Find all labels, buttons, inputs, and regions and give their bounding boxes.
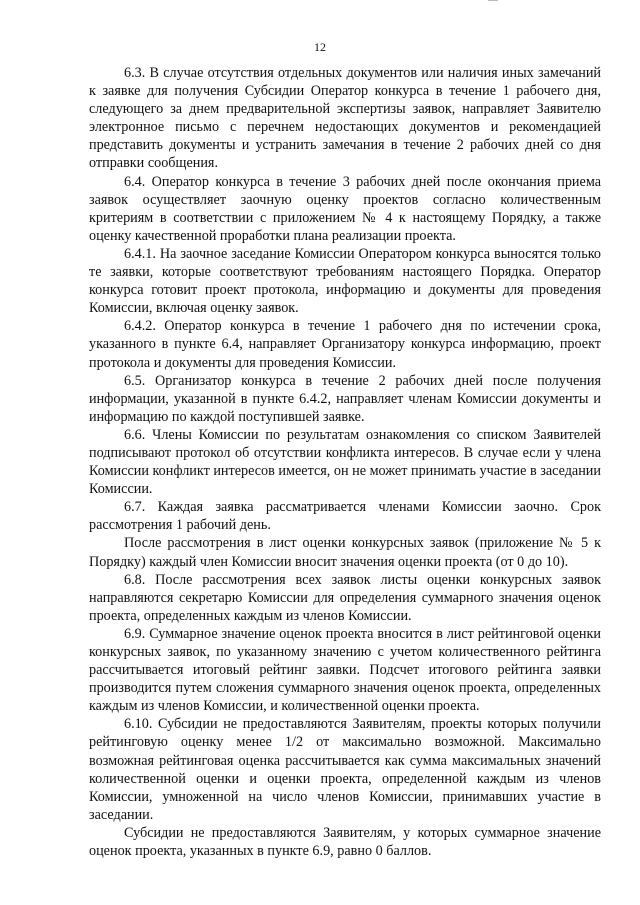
paragraph-6-5: 6.5. Организатор конкурса в течение 2 рабочих дней после получения информации, указанной в пункте 6.4.2, направляет членам Комиссии документы и информацию по каждой поступившей заявке. [89,372,601,425]
paragraph-zero-score: Субсидии не предоставляются Заявителям, у которых суммарное значение оценок проекта, указанных в пункте 6.9, равно 0 баллов. [89,824,601,860]
paragraph-6-6: 6.6. Члены Комиссии по результатам ознакомления со списком Заявителей подписывают протокол об отсутствии конфликта интересов. В случае если у члена Комиссии конфликт интересов имеется, он не может принимать участие в заседании Комиссии. [89,426,601,498]
page-number: 12 [314,40,326,54]
paragraph-6-4: 6.4. Оператор конкурса в течение 3 рабочих дней после окончания приема заявок осуществляет заочную оценку проектов согласно количественным критериям в соответствии с приложением № 4 к настоящему Порядку, а также оценку качественной проработки плана реализации проекта. [89,173,601,244]
paragraph-6-4-2: 6.4.2. Оператор конкурса в течение 1 рабочего дня по истечении срока, указанного в пункте 6.4, направляет Организатору конкурса информацию, проект протокола и документы для проведения Комиссии. [89,318,601,371]
document-body [89,64,601,860]
paragraph-6-3: 6.3. В случае отсутствия отдельных документов или наличия иных замечаний к заявке для получения Субсидии Оператор конкурса в течение 1 рабочего дня, следующего за днем предварительной экспертизы заявок, направляет Заявителю электронное письмо с перечнем недостающих документов и рекомендацией представить документы и устранить замечания в течение 2 рабочих дней со дня отправки сообщения. [89,65,601,172]
paragraph-6-7: 6.7. Каждая заявка рассматривается членами Комиссии заочно. Срок рассмотрения 1 рабочий день. [89,499,601,534]
scan-artifact-mark [488,0,498,4]
paragraph-6-7-evaluation-sheet: После рассмотрения в лист оценки конкурсных заявок (приложение № 5 к Порядку) каждый член Комиссии вносит значения оценки проекта (от 0 до 10). [89,535,601,570]
paragraph-6-4-1: 6.4.1. На заочное заседание Комиссии Оператором конкурса выносятся только те заявки, которые соответствуют требованиям настоящего Порядка. Оператор конкурса готовит проект протокола, информацию и документы для проведения Комиссии, включая оценку заявок. [89,245,601,317]
paragraph-6-8: 6.8. После рассмотрения всех заявок листы оценки конкурсных заявок направляются секретарю Комиссии для определения суммарного значения оценок проекта, определенных каждым из членов Комиссии. [89,571,601,624]
paragraph-6-10: 6.10. Субсидии не предоставляются Заявителям, проекты которых получили рейтинговую оценку менее 1/2 от максимально возможной. Максимально возможная рейтинговая оценка рассчитывается как сумма максимальных значений количественной оценки и оценки проекта, определенной каждым из членов Комиссии, умноженной на число членов Комиссии, принимавших участие в заседании. [89,716,601,823]
paragraph-6-9: 6.9. Суммарное значение оценок проекта вносится в лист рейтинговой оценки конкурсных заявок, по указанному значению с учетом количественного рейтинга рассчитывается итоговый рейтинг заявки. Подсчет итогового рейтинга заявки производится путем сложения суммарного значения оценок проекта, определенных каждым из членов Комиссии, и количественной оценки проекта. [89,625,601,715]
